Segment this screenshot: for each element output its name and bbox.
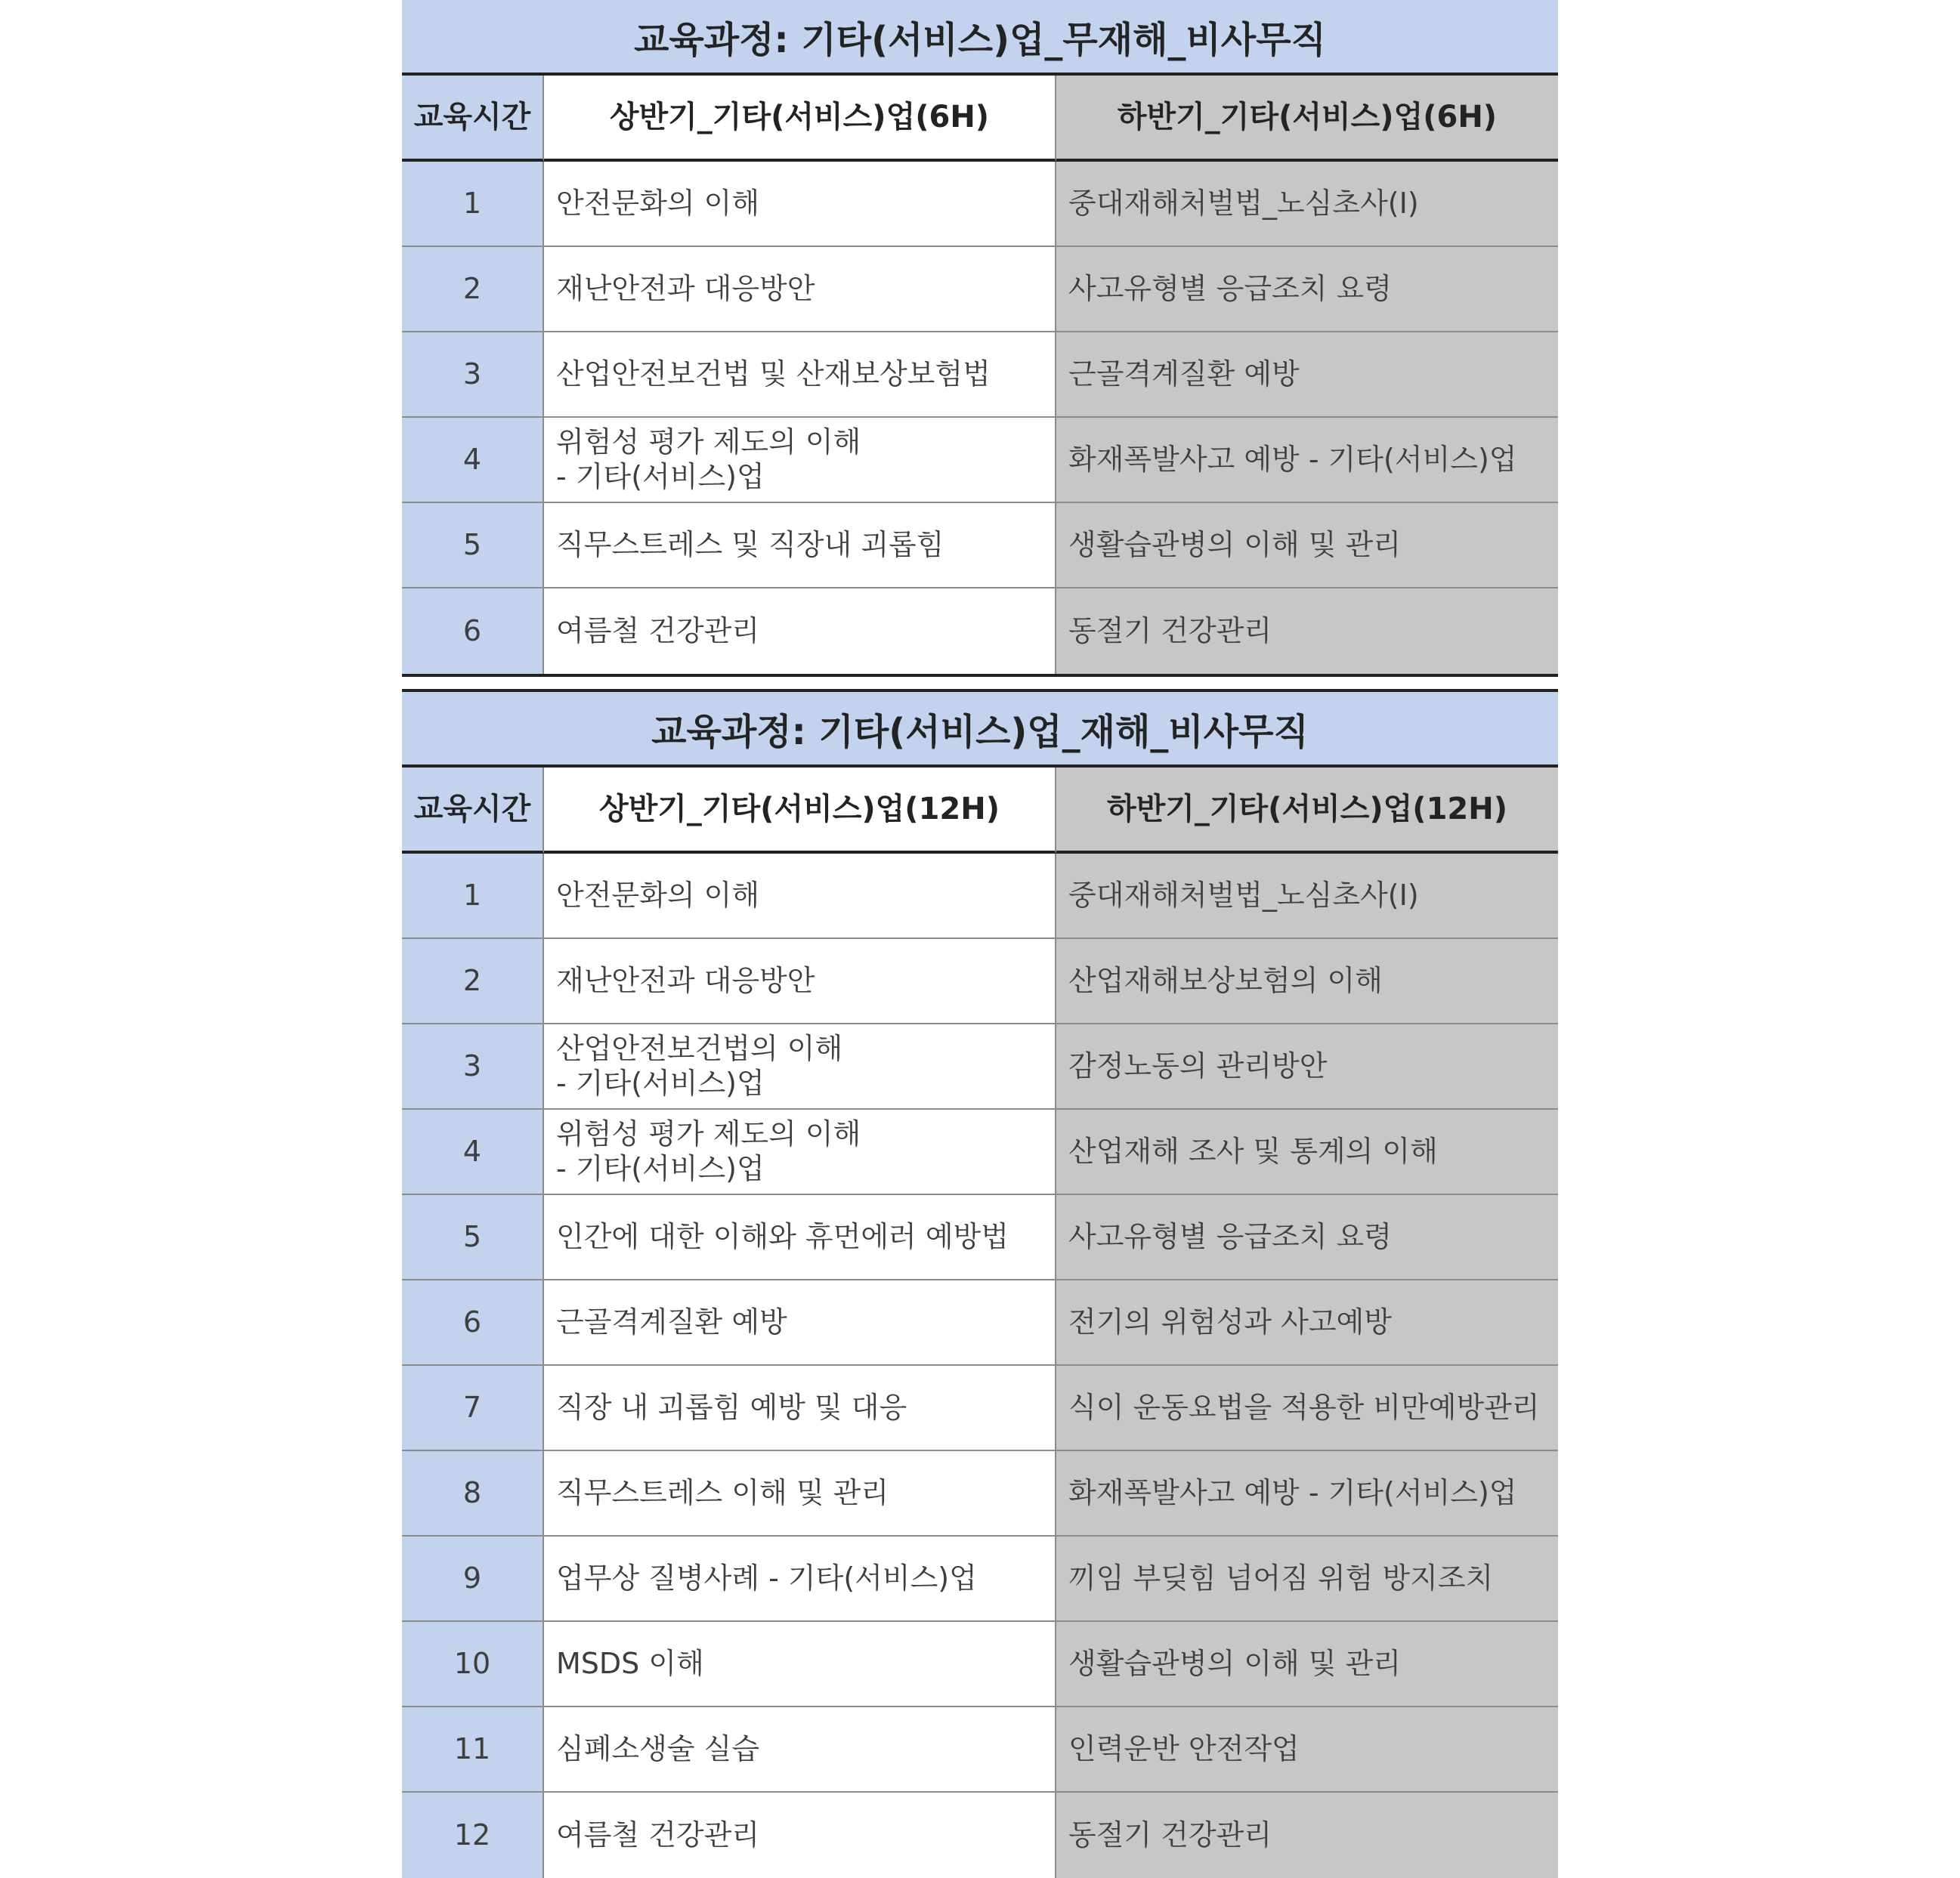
row-second-half-topic bbox=[1056, 1707, 1558, 1793]
row-hour-number-text: 6 bbox=[462, 613, 482, 647]
row-hour-number bbox=[402, 1537, 544, 1622]
row-second-half-topic-text: 동절기 건강관리 bbox=[1068, 1818, 1272, 1852]
row-first-half-topic bbox=[544, 1366, 1056, 1451]
table-divider bbox=[402, 677, 1558, 692]
row-first-half-topic-text: 여름철 건강관리 bbox=[556, 1818, 760, 1852]
row-hour-number bbox=[402, 503, 544, 588]
row-second-half-topic bbox=[1056, 162, 1558, 247]
header-second-half: 하반기_기타(서비스)업(12H) bbox=[1056, 768, 1558, 854]
course-grid bbox=[402, 768, 1558, 854]
row-second-half-topic bbox=[1056, 1195, 1558, 1280]
row-first-half-topic bbox=[544, 1622, 1056, 1707]
row-hour-number bbox=[402, 939, 544, 1024]
row-first-half-topic bbox=[544, 1195, 1056, 1280]
row-hour-number-text: 1 bbox=[462, 186, 482, 220]
row-hour-number-text: 6 bbox=[462, 1305, 482, 1339]
row-hour-number bbox=[402, 1793, 544, 1878]
row-first-half-topic-text: 위험성 평가 제도의 이해 - 기타(서비스)업 bbox=[556, 425, 861, 493]
row-second-half-topic bbox=[1056, 1622, 1558, 1707]
row-second-half-topic bbox=[1056, 418, 1558, 503]
row-second-half-topic bbox=[1056, 1793, 1558, 1878]
row-second-half-topic-text: 중대재해처벌법_노심초사(Ⅰ) bbox=[1068, 186, 1419, 220]
row-first-half-topic-text: MSDS 이해 bbox=[556, 1646, 704, 1680]
row-hour-number-text: 2 bbox=[462, 963, 482, 997]
table-rows bbox=[402, 854, 1558, 1878]
row-first-half-topic-text: 심폐소생술 실습 bbox=[556, 1731, 760, 1765]
table-rows bbox=[402, 162, 1558, 674]
row-second-half-topic bbox=[1056, 854, 1558, 939]
row-hour-number bbox=[402, 1280, 544, 1366]
row-hour-number bbox=[402, 1195, 544, 1280]
row-second-half-topic bbox=[1056, 1024, 1558, 1110]
row-first-half-topic bbox=[544, 1707, 1056, 1793]
row-first-half-topic bbox=[544, 418, 1056, 503]
row-first-half-topic-text: 직장 내 괴롭힘 예방 및 대응 bbox=[556, 1390, 907, 1424]
row-second-half-topic-text: 끼임 부딪힘 넘어짐 위험 방지조치 bbox=[1068, 1561, 1494, 1595]
course-grid bbox=[402, 76, 1558, 162]
row-second-half-topic-text: 사고유형별 응급조치 요령 bbox=[1068, 1219, 1392, 1253]
row-hour-number bbox=[402, 162, 544, 247]
row-hour-number bbox=[402, 1622, 544, 1707]
row-second-half-topic-text: 감정노동의 관리방안 bbox=[1068, 1049, 1328, 1083]
course-title: 교육과정: 기타(서비스)업_재해_비사무직 bbox=[402, 692, 1558, 768]
row-first-half-topic bbox=[544, 332, 1056, 418]
row-second-half-topic-text: 전기의 위험성과 사고예방 bbox=[1068, 1305, 1392, 1339]
row-hour-number bbox=[402, 588, 544, 674]
row-hour-number-text: 11 bbox=[453, 1731, 491, 1765]
row-second-half-topic bbox=[1056, 1366, 1558, 1451]
row-second-half-topic bbox=[1056, 588, 1558, 674]
row-hour-number bbox=[402, 418, 544, 503]
row-second-half-topic-text: 사고유형별 응급조치 요령 bbox=[1068, 271, 1392, 305]
row-second-half-topic-text: 화재폭발사고 예방 - 기타(서비스)업 bbox=[1068, 442, 1517, 476]
row-hour-number-text: 5 bbox=[462, 1219, 482, 1253]
course-table-no-accident bbox=[402, 0, 1558, 677]
row-second-half-topic bbox=[1056, 503, 1558, 588]
row-hour-number-text: 2 bbox=[462, 271, 482, 305]
row-hour-number bbox=[402, 1110, 544, 1195]
curriculum-document bbox=[402, 0, 1558, 1878]
row-first-half-topic bbox=[544, 1110, 1056, 1195]
row-hour-number-text: 4 bbox=[462, 1134, 482, 1168]
row-second-half-topic-text: 산업재해 조사 및 통계의 이해 bbox=[1068, 1134, 1438, 1168]
row-second-half-topic-text: 중대재해처벌법_노심초사(Ⅰ) bbox=[1068, 878, 1419, 912]
row-hour-number-text: 4 bbox=[462, 442, 482, 476]
row-second-half-topic bbox=[1056, 332, 1558, 418]
row-first-half-topic-text: 안전문화의 이해 bbox=[556, 878, 760, 912]
row-second-half-topic-text: 산업재해보상보험의 이해 bbox=[1068, 963, 1383, 997]
row-hour-number-text: 1 bbox=[462, 878, 482, 912]
row-hour-number bbox=[402, 854, 544, 939]
row-first-half-topic bbox=[544, 1537, 1056, 1622]
row-second-half-topic-text: 근골격계질환 예방 bbox=[1068, 357, 1300, 391]
row-first-half-topic-text: 재난안전과 대응방안 bbox=[556, 271, 815, 305]
row-hour-number-text: 7 bbox=[462, 1390, 482, 1424]
row-first-half-topic-text: 산업안전보건법 및 산재보상보험법 bbox=[556, 357, 991, 391]
row-first-half-topic-text: 인간에 대한 이해와 휴먼에러 예방법 bbox=[556, 1219, 1009, 1253]
row-first-half-topic-text: 업무상 질병사례 - 기타(서비스)업 bbox=[556, 1561, 977, 1595]
row-second-half-topic-text: 동절기 건강관리 bbox=[1068, 613, 1272, 647]
row-first-half-topic bbox=[544, 162, 1056, 247]
row-hour-number-text: 12 bbox=[453, 1818, 491, 1852]
row-first-half-topic-text: 위험성 평가 제도의 이해 - 기타(서비스)업 bbox=[556, 1117, 861, 1185]
row-second-half-topic bbox=[1056, 247, 1558, 332]
row-first-half-topic bbox=[544, 588, 1056, 674]
row-second-half-topic bbox=[1056, 1451, 1558, 1537]
header-hours: 교육시간 bbox=[402, 768, 544, 854]
row-first-half-topic-text: 직무스트레스 이해 및 관리 bbox=[556, 1475, 889, 1509]
row-first-half-topic-text: 직무스트레스 및 직장내 괴롭힘 bbox=[556, 527, 944, 561]
row-hour-number-text: 9 bbox=[462, 1561, 482, 1595]
row-first-half-topic-text: 산업안전보건법의 이해 - 기타(서비스)업 bbox=[556, 1031, 843, 1100]
row-hour-number bbox=[402, 1366, 544, 1451]
course-table-accident bbox=[402, 692, 1558, 1878]
row-second-half-topic-text: 인력운반 안전작업 bbox=[1068, 1731, 1300, 1765]
row-first-half-topic-text: 여름철 건강관리 bbox=[556, 613, 760, 647]
header-first-half: 상반기_기타(서비스)업(6H) bbox=[544, 76, 1056, 162]
row-hour-number-text: 10 bbox=[453, 1646, 491, 1680]
header-hours: 교육시간 bbox=[402, 76, 544, 162]
row-hour-number bbox=[402, 247, 544, 332]
row-second-half-topic bbox=[1056, 939, 1558, 1024]
row-first-half-topic-text: 근골격계질환 예방 bbox=[556, 1305, 787, 1339]
row-first-half-topic bbox=[544, 1793, 1056, 1878]
row-hour-number bbox=[402, 1451, 544, 1537]
header-first-half: 상반기_기타(서비스)업(12H) bbox=[544, 768, 1056, 854]
row-second-half-topic-text: 식이 운동요법을 적용한 비만예방관리 bbox=[1068, 1390, 1540, 1424]
row-first-half-topic bbox=[544, 247, 1056, 332]
row-second-half-topic bbox=[1056, 1280, 1558, 1366]
course-title: 교육과정: 기타(서비스)업_무재해_비사무직 bbox=[402, 0, 1558, 76]
row-second-half-topic bbox=[1056, 1110, 1558, 1195]
row-hour-number bbox=[402, 1707, 544, 1793]
header-second-half: 하반기_기타(서비스)업(6H) bbox=[1056, 76, 1558, 162]
row-first-half-topic-text: 안전문화의 이해 bbox=[556, 186, 760, 220]
row-first-half-topic bbox=[544, 854, 1056, 939]
row-hour-number-text: 3 bbox=[462, 357, 482, 391]
row-hour-number-text: 5 bbox=[462, 527, 482, 561]
row-hour-number bbox=[402, 1024, 544, 1110]
row-first-half-topic bbox=[544, 939, 1056, 1024]
row-first-half-topic-text: 재난안전과 대응방안 bbox=[556, 963, 815, 997]
row-hour-number-text: 8 bbox=[462, 1475, 482, 1509]
row-first-half-topic bbox=[544, 503, 1056, 588]
row-second-half-topic-text: 화재폭발사고 예방 - 기타(서비스)업 bbox=[1068, 1475, 1517, 1509]
row-first-half-topic bbox=[544, 1451, 1056, 1537]
row-first-half-topic bbox=[544, 1024, 1056, 1110]
row-hour-number bbox=[402, 332, 544, 418]
row-hour-number-text: 3 bbox=[462, 1049, 482, 1083]
row-first-half-topic bbox=[544, 1280, 1056, 1366]
row-second-half-topic-text: 생활습관병의 이해 및 관리 bbox=[1068, 527, 1402, 561]
row-second-half-topic bbox=[1056, 1537, 1558, 1622]
row-second-half-topic-text: 생활습관병의 이해 및 관리 bbox=[1068, 1646, 1402, 1680]
